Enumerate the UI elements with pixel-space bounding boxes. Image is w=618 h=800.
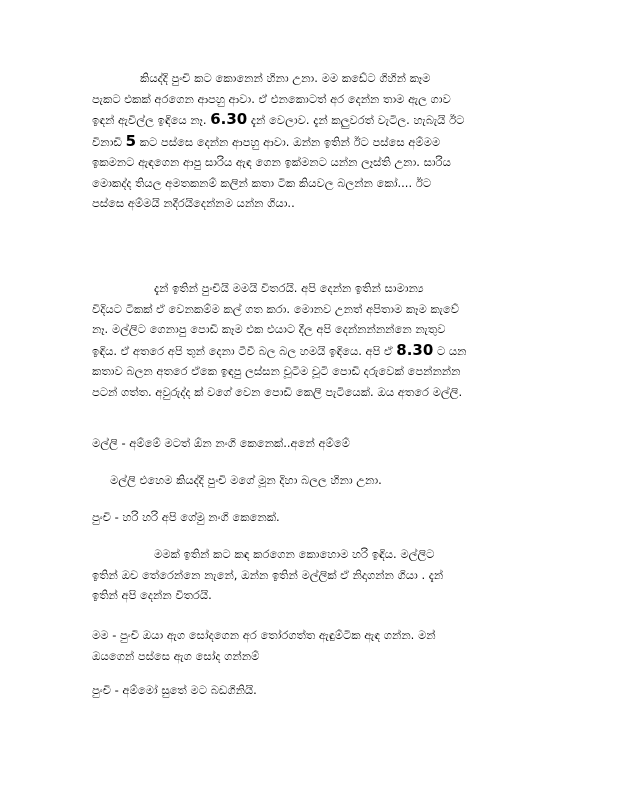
- paragraph-2-line-5: කතාව බලන අතරෙ ඒකෙ ඉඳපු ලස්සන චූටිම චූටි පොඩි දරුවෙක් පෙන්නන්න: [92, 364, 461, 378]
- dialogue-line: මල්ලි - අම්මේ මටත් ඕන නංගි කෙනෙක්..අනේ අම්මේ: [92, 436, 350, 450]
- paragraph-1-line-1: කියද්දි පුංචි කට කොනෙන් හිනා උනා. මම කඩේට ගිහින් කෑම: [140, 71, 431, 85]
- dialogue-4-line-1: මම - පුංචි ඔයා ඇග සෝදගෙන අර තෝරගත්ත ඇඳුම්ටික ඇඳ ගන්න. මන්: [92, 628, 436, 642]
- number-5: 5: [125, 131, 137, 150]
- time-8-30: 8.30: [396, 340, 434, 359]
- paragraph-2-line-4: [92, 340, 537, 362]
- paragraph-1-line-3-start: ඉඳන් ඇවිල්ල ඉඳියෙ නෑ.: [92, 113, 211, 127]
- paragraph-1-line-5: ඉකමනට ඇඳගෙන ආපු සාරිය ඇඳ ගෙන ඉක්මනට යන්න ලෑස්ති උනා. සාරිය: [92, 155, 451, 169]
- dialogue-5: [92, 680, 537, 701]
- dialogue-1: [92, 433, 537, 454]
- paragraph-1-line-4: [92, 131, 537, 153]
- paragraph-2-line-6: පටන් ගත්ත. අවුරුද්ද ක් වගේ වෙන පොඩි කෙලි පැටියෙක්. ඔය අතරෙ මල්ලි.: [92, 384, 463, 399]
- dialogue-2: [92, 470, 537, 491]
- paragraph-1-line-6: මොකද්ද තියල අමතකනම් කලින් කතා ටික කියවල බලන්න කෝ.... ඊට: [92, 175, 432, 190]
- paragraph-2-line-1: දැන් ඉතින් පුංචියි මමයි විතරයි. අපි දෙන්න ඉතින් සාමාන්‍ය: [154, 281, 424, 295]
- paragraph-1-line-3: [92, 109, 537, 131]
- dialogue-4-line-2: ඔයගෙන් පස්සෙ ඇග සෝද ගන්නම්: [92, 648, 260, 663]
- paragraph-2-line-2: විදියට ටිකක් ඒ වෙනකම්ම කල් ගත කරා. මොනව උනත් අපිතාම කෑම කැවේ: [92, 301, 460, 316]
- paragraph-2-line-4-rest: ට යන: [433, 343, 467, 358]
- paragraph-1: [92, 68, 537, 214]
- dialogue-3: [92, 507, 537, 528]
- paragraph-2-line-4-start: ඉඳිය. ඒ අතරෙ අපි තුන් දෙනා ටීවී බල බල හමයි ඉඳියෙ. අපි ඒ: [92, 343, 397, 358]
- paragraph-3: [92, 544, 537, 606]
- paragraph-3-line-3: ඉතින් අපි දෙන්න විතරයි.: [92, 588, 212, 602]
- paragraph-1-line-2: පැකට එකක් අරගෙන ආපහු ආවා. ඒ එනකොටත් අර දෙන්න තාම ඇල ගාව: [92, 91, 451, 106]
- paragraph-1-line-4-start: විනාඩි: [92, 134, 126, 149]
- dialogue-line: පුංචි - අම්මෝ සුතේ මට බඩගිනියි.: [92, 683, 257, 697]
- paragraph-2: [92, 278, 537, 402]
- dialogue-line: මල්ලි එහෙම කියද්දි පුංචි මගේ මූන දිහා බලල හිනා උනා.: [110, 473, 382, 487]
- paragraph-1-line-4-rest: කට පස්සෙ දෙන්න ආපහු ආවා. ඔන්න ඉතින් ඊට පස්සෙ අම්මම: [136, 134, 441, 149]
- time-6-30: 6.30: [210, 110, 248, 128]
- paragraph-1-line-7: පස්සෙ අම්මයි නදීරයිදෙන්නම යන්න ගියා..: [92, 196, 295, 210]
- paragraph-2-line-3: නෑ. මල්ලිට ගෙනාපු පොඩි කෑම එක එයාට දීල අපි දෙන්නන්නන්නෙ නැතුව: [92, 322, 446, 336]
- dialogue-line: පුංචි - හරි හරි අපි ගේමු නංගි කෙනෙක්.: [92, 510, 280, 524]
- paragraph-3-line-1: මමක් ඉතින් කට කඳ කරගෙන කොහොම හරි ඉඳිය. මල්ලිට: [154, 547, 435, 561]
- paragraph-1-line-3-rest: දැන් වෙලාව. දැන් කලුවරත් වැටිල. හැබැයි ඊට: [247, 113, 465, 127]
- dialogue-4: [92, 625, 537, 666]
- paragraph-3-line-2: ඉතින් ඔච තේරෙන්නෙ නැනේ, ඔන්න ඉතින් මල්ලික් ඒ නිදාගන්න ගියා . දැන්: [92, 567, 444, 582]
